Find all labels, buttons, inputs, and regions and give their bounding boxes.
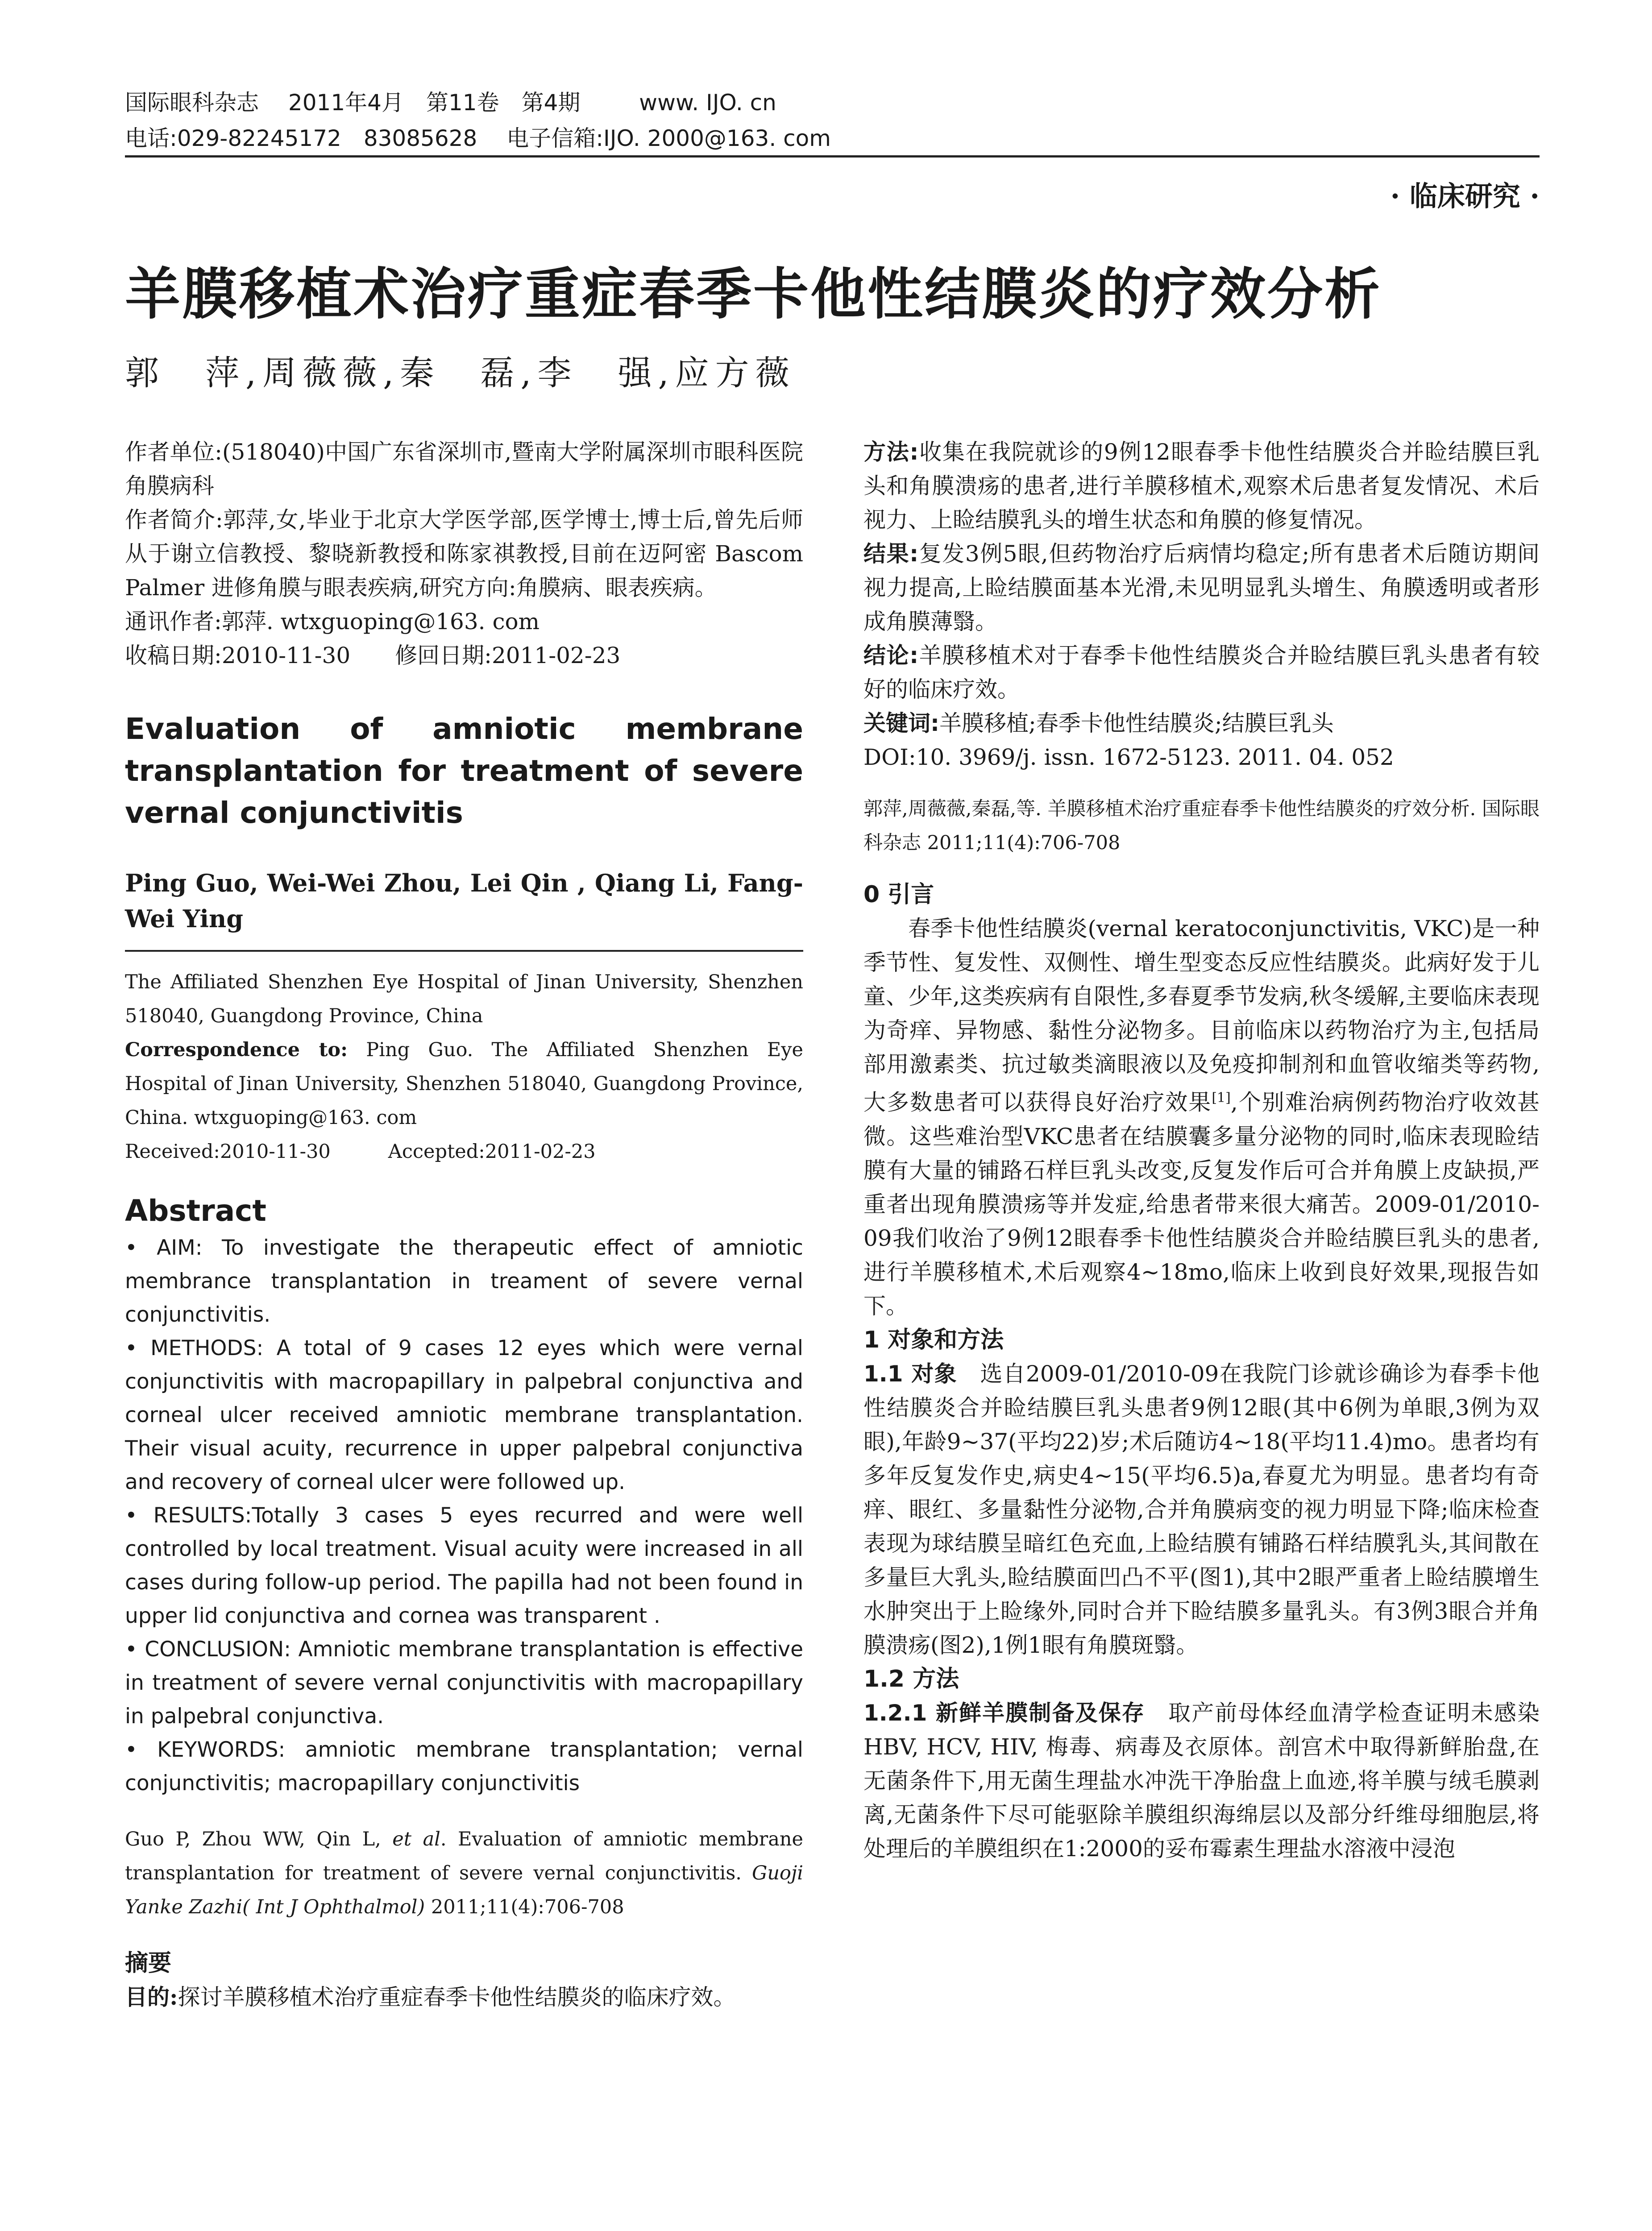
author-affiliation: 作者单位:(518040)中国广东省深圳市,暨南大学附属深圳市眼科医院角膜病科	[125, 439, 803, 499]
author-bio: 作者简介:郭萍,女,毕业于北京大学医学部,医学博士,博士后,曾先后师从于谢立信教授、黎晓新教授和陈家祺教授,目前在迈阿密 Bascom Palmer 进修角膜与眼表疾病,研究方向:角膜病、眼表疾病。	[125, 507, 803, 601]
correspondence-text: Ping Guo. The Affiliated Shenzhen Eye Hospital of Jinan University, Shenzhen 518040, Guangdong Province, China. wtxguoping@163. com	[125, 1039, 803, 1129]
chinese-keywords: 关键词:羊膜移植;春季卡他性结膜炎;结膜巨乳头	[863, 710, 1334, 736]
chinese-abstract-conclusion: 结论:羊膜移植术对于春季卡他性结膜炎合并睑结膜巨乳头患者有较好的临床疗效。	[863, 643, 1540, 702]
header-rule	[125, 155, 1540, 158]
abstract-conclusion: • CONCLUSION: Amniotic membrane transplantation is effective in treatment of severe vernal conjunctivitis with macropapillary in palpebral conjunctiva.	[125, 1637, 803, 1729]
right-column	[863, 435, 1540, 1866]
corresponding-author: 通讯作者:郭萍. wtxguoping@163. com	[125, 609, 540, 634]
correspondence-label: Correspondence to:	[125, 1039, 348, 1061]
reference-marker: [1]	[1212, 1090, 1231, 1106]
section-1-heading: 1 对象和方法	[863, 1326, 1004, 1353]
abstract-keywords: • KEYWORDS: amniotic membrane transplantation; vernal conjunctivitis; macropapillary conjunctivitis	[125, 1738, 803, 1796]
english-citation: Guo P, Zhou WW, Qin L, et al. Evaluation of amniotic membrane transplantation for treatment of severe vernal conjunctivitis. Guoji Yanke Zazhi( Int J Ophthalmol) 2011;11(4):706-708	[125, 1828, 803, 1918]
received-dates: 收稿日期:2010-11-30 修回日期:2011-02-23	[125, 643, 621, 668]
english-affiliation: The Affiliated Shenzhen Eye Hospital of Jinan University, Shenzhen 518040, Guangdong Province, China	[125, 971, 803, 1027]
section-1-1: 1.1 对象 选自2009-01/2010-09在我院门诊就诊确诊为春季卡他性结膜炎合并睑结膜巨乳头患者9例12眼(其中6例为单眼,3例为双眼),年龄9~37(平均22)岁;术后随访4~18(平均11.4)mo。患者均有多年反复发作史,病史4~15(平均6.5)a,春夏尤为明显。患者均有奇痒、眼红、多量黏性分泌物,合并角膜病变的视力明显下降;临床检查表现为球结膜呈暗红色充血,上睑结膜有铺路石样结膜乳头,其间散在多量巨大乳头,睑结膜面凹凸不平(图1),其中2眼严重者上睑结膜增生水肿突出于上睑缘外,同时合并下睑结膜多量乳头。有3例3眼合并角膜溃疡(图2),1例1眼有角膜斑翳。	[863, 1360, 1540, 1658]
english-correspondence	[125, 1033, 803, 1135]
contact-info-line: 电话:029-82245172 83085628 电子信箱:IJO. 2000@163. com	[125, 125, 831, 151]
abstract-aim: • AIM: To investigate the therapeutic effect of amniotic membrance transplantation in treament of severe vernal conjunctivitis.	[125, 1236, 804, 1327]
english-authors: Ping Guo, Wei-Wei Zhou, Lei Qin , Qiang Li, Fang-Wei Ying	[125, 869, 803, 933]
chinese-abstract-results: 结果:复发3例5眼,但药物治疗后病情均稳定;所有患者术后随访期间视力提高,上睑结膜面基本光滑,未见明显乳头增生、角膜透明或者形成角膜薄翳。	[863, 541, 1540, 634]
abstract-methods: • METHODS: A total of 9 cases 12 eyes which were vernal conjunctivitis with macropapillary in palpebral conjunctiva and corneal ulcer received amniotic membrane transplantation. Their visual acuity, recurrence in upper palpebral conjunctiva and recovery of corneal ulcer were followed up.	[125, 1336, 803, 1494]
abstract-results: • RESULTS:Totally 3 cases 5 eyes recurred and were well controlled by local treatment. Visual acuity were increased in all cases during follow-up period. The papilla had not been found in upper lid conjunctiva and cornea was transparent .	[125, 1503, 804, 1628]
chinese-citation: 郭萍,周薇薇,秦磊,等. 羊膜移植术治疗重症春季卡他性结膜炎的疗效分析. 国际眼科杂志 2011;11(4):706-708	[863, 798, 1540, 854]
left-column	[125, 435, 803, 2014]
intro-paragraph: 春季卡他性结膜炎(vernal keratoconjunctivitis, VKC)是一种季节性、复发性、双侧性、增生型变态反应性结膜炎。此病好发于儿童、少年,这类疾病有自限性,多春夏季节发病,秋冬缓解,主要临床表现为奇痒、异物感、黏性分泌物多。目前临床以药物治疗为主,包括局部用激素类、抗过敏类滴眼液以及免疫抑制剂和血管收缩类等药物,大多数患者可以获得良好治疗效果[1],个别难治病例药物治疗收效甚微。这些难治型VKC患者在结膜囊多量分泌物的同时,临床表现睑结膜有大量的铺路石样巨乳头改变,反复发作后可合并角膜上皮缺损,严重者出现角膜溃疡等并发症,给患者带来很大痛苦。2009-01/2010-09我们收治了9例12眼春季卡他性结膜炎合并睑结膜巨乳头的患者,进行羊膜移植术,术后观察4~18mo,临床上收到良好效果,现报告如下。	[863, 916, 1540, 1319]
chinese-abstract-aim: 目的:探讨羊膜移植术治疗重症春季卡他性结膜炎的临床疗效。	[125, 1984, 736, 2010]
section-1-2-1: 1.2.1 新鲜羊膜制备及保存 取产前母体经血清学检查证明未感染HBV, HCV, HIV, 梅毒、病毒及衣原体。剖宫术中取得新鲜胎盘,在无菌条件下,用无菌生理盐水冲洗干净胎盘上血迹,将羊膜与绒毛膜剥离,无菌条件下尽可能驱除羊膜组织海绵层以及部分纤维母细胞层,将处理后的羊膜组织在1:2000的妥布霉素生理盐水溶液中浸泡	[863, 1700, 1540, 1862]
english-title: Evaluation of amniotic membrane transplantation for treatment of severe vernal conjunctivitis	[125, 712, 803, 830]
abstract-heading: Abstract	[125, 1194, 266, 1228]
section-label: · 临床研究 ·	[1390, 180, 1540, 212]
journal-info-line: 国际眼科杂志 2011年4月 第11卷 第4期 www. IJO. cn	[125, 90, 776, 116]
article-title: 羊膜移植术治疗重症春季卡他性结膜炎的疗效分析	[125, 262, 1382, 327]
chinese-abstract-methods: 方法:收集在我院就诊的9例12眼春季卡他性结膜炎合并睑结膜巨乳头和角膜溃疡的患者,进行羊膜移植术,观察术后患者复发情况、术后视力、上睑结膜乳头的增生状态和角膜的修复情况。	[863, 439, 1540, 533]
chinese-abstract-heading: 摘要	[125, 1950, 172, 1977]
intro-heading: 0 引言	[863, 881, 934, 908]
running-header	[125, 85, 831, 156]
article-authors: 郭 萍,周薇薇,秦 磊,李 强,应方薇	[125, 353, 796, 393]
section-1-2-heading: 1.2 方法	[863, 1665, 959, 1692]
doi: DOI:10. 3969/j. issn. 1672-5123. 2011. 04. 052	[863, 744, 1394, 770]
english-dates: Received:2010-11-30 Accepted:2011-02-23	[125, 1140, 596, 1163]
